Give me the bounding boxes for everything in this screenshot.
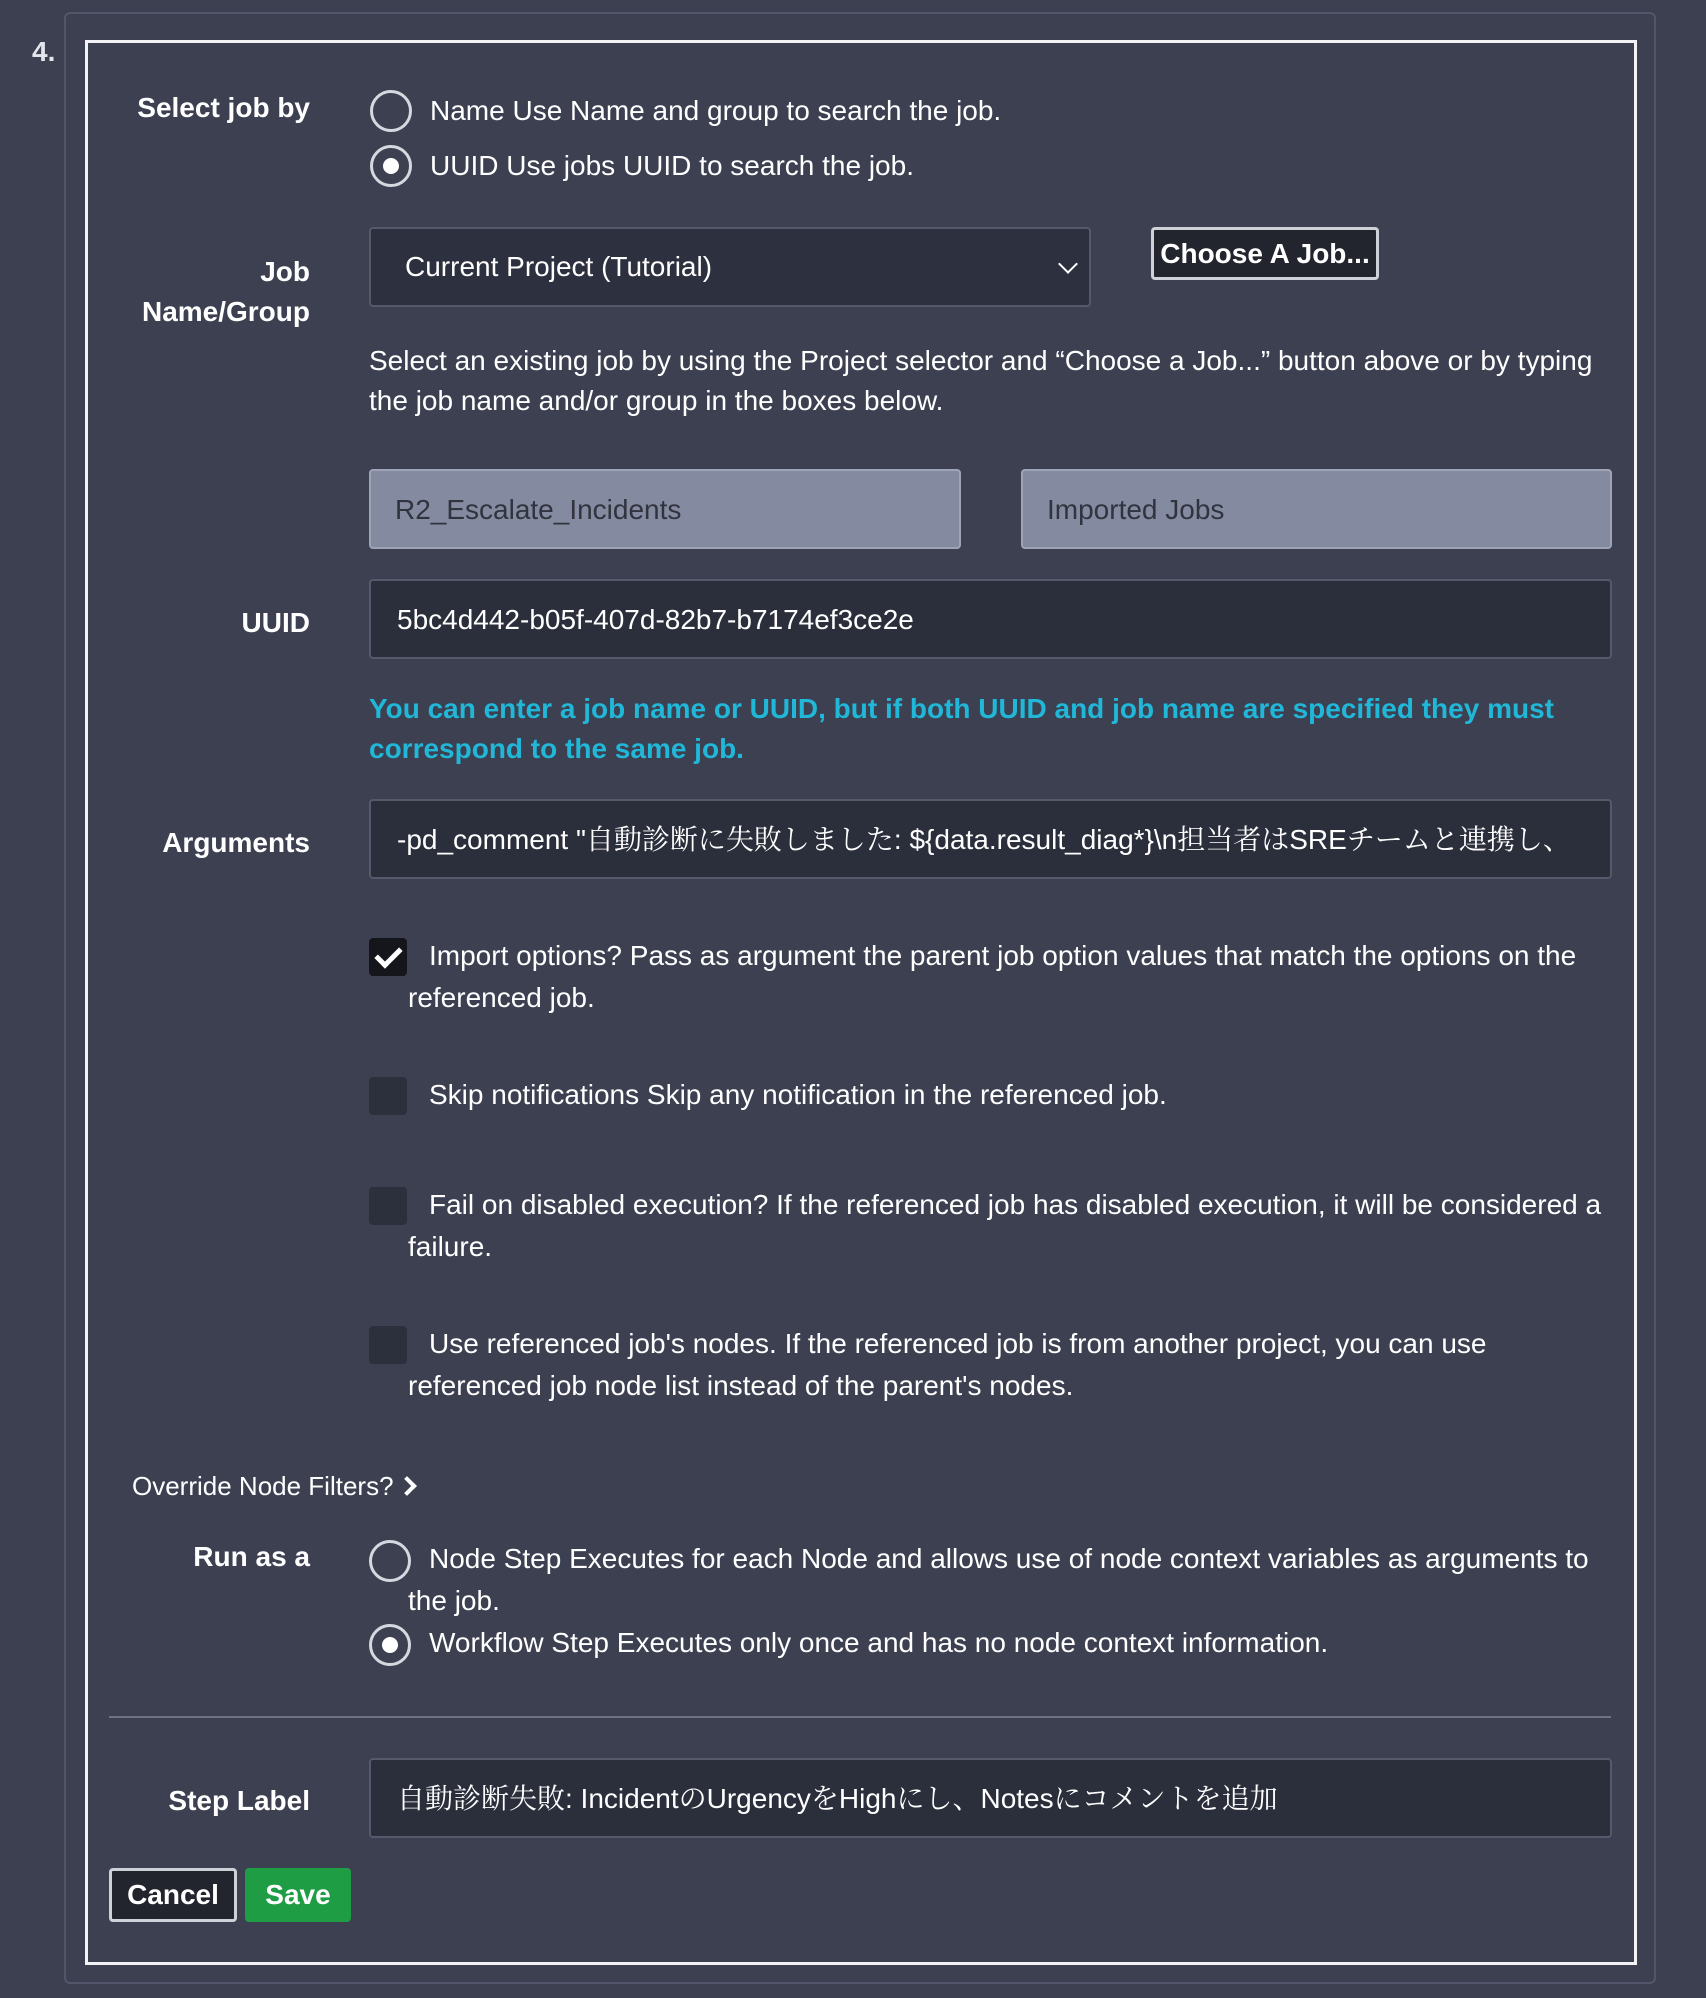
use-referenced-nodes-description: If the referenced job is from another project, you can use referenced job node list instead of the parent's nodes. bbox=[408, 1328, 1487, 1401]
project-select-value: Current Project (Tutorial) bbox=[405, 251, 713, 282]
choose-job-button[interactable]: Choose A Job... bbox=[1151, 227, 1379, 280]
step-label-value: 自動診断失敗: IncidentのUrgencyをHighにし、Notesにコメントを追加 bbox=[397, 1783, 1278, 1814]
cancel-button[interactable]: Cancel bbox=[109, 1868, 237, 1922]
chevron-right-icon bbox=[397, 1476, 417, 1496]
save-button[interactable]: Save bbox=[245, 1868, 351, 1922]
job-name-group-label-line2: Name/Group bbox=[141, 296, 310, 327]
use-referenced-nodes-label: Use referenced job's nodes. bbox=[429, 1328, 777, 1359]
skip-notifications-description: Skip any notification in the referenced job. bbox=[646, 1079, 1167, 1110]
job-name-group-label-line1: Job bbox=[260, 256, 310, 287]
step-label-label: Step Label bbox=[168, 1785, 310, 1816]
project-select[interactable] bbox=[369, 227, 1091, 307]
radio-name-label: Name bbox=[430, 95, 505, 126]
workflow-step-text bbox=[408, 1622, 1612, 1664]
job-name-value: R2_Escalate_Incidents bbox=[395, 494, 682, 525]
job-selection-help: Select an existing job by using the Project selector and “Choose a Job...” button above or by typing the job name and/or group in the boxes below. bbox=[369, 345, 1593, 416]
skip-notifications-checkbox[interactable] bbox=[369, 1077, 407, 1115]
radio-uuid-button[interactable] bbox=[370, 145, 412, 187]
skip-notifications-text bbox=[408, 1074, 1612, 1116]
job-group-input[interactable] bbox=[1021, 469, 1612, 549]
override-node-filters-label: Override Node Filters? bbox=[132, 1471, 394, 1501]
workflow-step-label: Workflow Step bbox=[429, 1627, 609, 1658]
radio-node-step[interactable] bbox=[369, 1540, 411, 1582]
uuid-label: UUID bbox=[241, 607, 310, 638]
uuid-help: You can enter a job name or UUID, but if both UUID and job name are specified they must correspond to the same job. bbox=[369, 693, 1554, 764]
node-step-text bbox=[408, 1538, 1612, 1622]
job-name-input[interactable] bbox=[369, 469, 961, 549]
node-step-label: Node Step bbox=[429, 1543, 562, 1574]
skip-notifications-label: Skip notifications bbox=[429, 1079, 640, 1110]
import-options-text bbox=[408, 935, 1612, 1019]
step-label-input[interactable] bbox=[369, 1758, 1612, 1838]
select-job-by-label: Select job by bbox=[137, 92, 310, 123]
radio-uuid-description: Use jobs UUID to search the job. bbox=[506, 150, 914, 181]
divider bbox=[109, 1716, 1611, 1718]
arguments-input[interactable] bbox=[369, 799, 1612, 879]
chevron-down-icon bbox=[1058, 254, 1078, 274]
run-as-label: Run as a bbox=[193, 1541, 310, 1572]
arguments-label: Arguments bbox=[162, 827, 310, 858]
override-node-filters-toggle[interactable] bbox=[132, 1466, 414, 1506]
node-step-description: Executes for each Node and allows use of node context variables as arguments to the job. bbox=[408, 1543, 1589, 1616]
import-options-checkbox[interactable] bbox=[369, 938, 407, 976]
radio-uuid-label: UUID bbox=[430, 150, 499, 181]
use-referenced-nodes-checkbox[interactable] bbox=[369, 1326, 407, 1364]
fail-on-disabled-checkbox[interactable] bbox=[369, 1187, 407, 1225]
step-number: 4. bbox=[32, 36, 56, 67]
use-referenced-nodes-text bbox=[408, 1323, 1612, 1407]
fail-on-disabled-description: If the referenced job has disabled execution, it will be considered a failure. bbox=[408, 1189, 1602, 1262]
job-name-group-label bbox=[142, 252, 310, 332]
radio-name-button[interactable] bbox=[370, 90, 412, 132]
uuid-value: 5bc4d442-b05f-407d-82b7-b7174ef3ce2e bbox=[397, 604, 914, 635]
arguments-value: -pd_comment "自動診断に失敗しました: ${data.result_diag*}\n担当者はSREチームと連携し、 bbox=[397, 824, 1571, 855]
import-options-description: Pass as argument the parent job option values that match the options on the referenced job. bbox=[408, 940, 1577, 1013]
fail-on-disabled-text bbox=[408, 1184, 1612, 1268]
fail-on-disabled-label: Fail on disabled execution? bbox=[429, 1189, 769, 1220]
workflow-step-description: Executes only once and has no node context information. bbox=[616, 1627, 1329, 1658]
import-options-label: Import options? bbox=[429, 940, 622, 971]
uuid-input[interactable] bbox=[369, 579, 1612, 659]
radio-name-description: Use Name and group to search the job. bbox=[512, 95, 1002, 126]
radio-workflow-step[interactable] bbox=[369, 1624, 411, 1666]
job-group-value: Imported Jobs bbox=[1047, 494, 1225, 525]
